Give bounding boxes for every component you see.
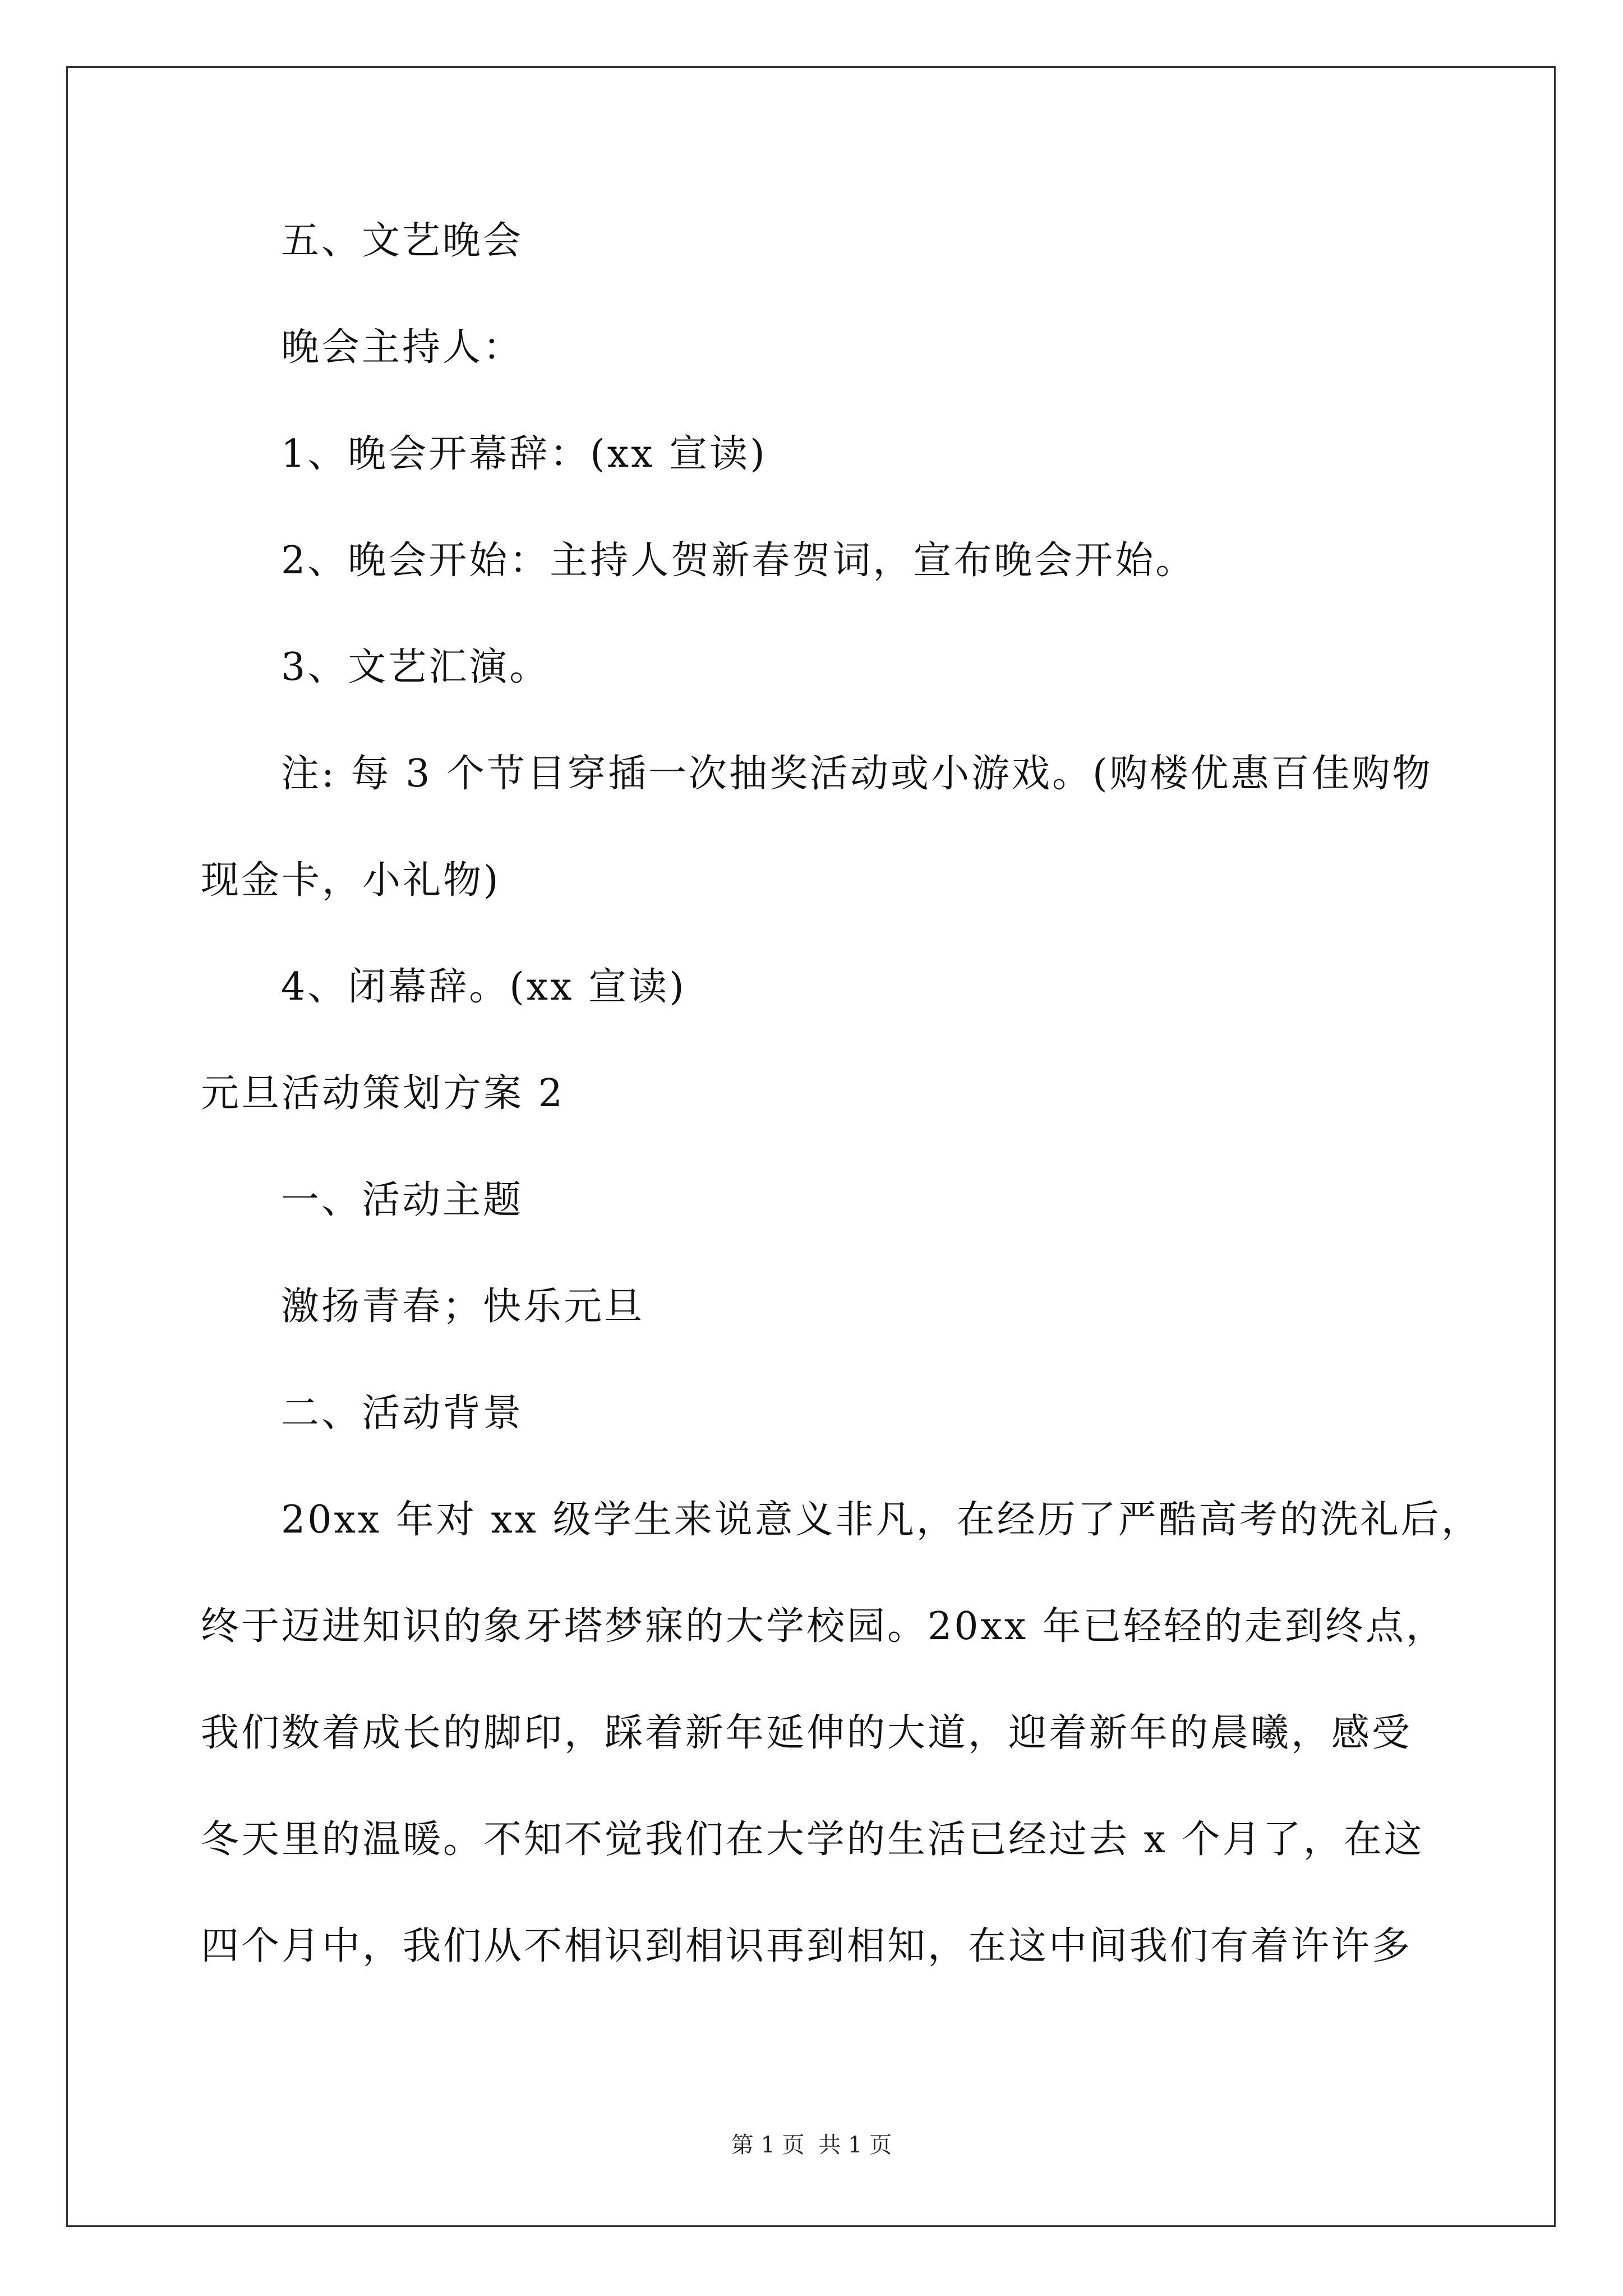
paragraph-line: 激扬青春；快乐元旦 — [281, 1285, 645, 1329]
paragraph-line: 我们数着成长的脚印，踩着新年延伸的大道，迎着新年的晨曦，感受 — [201, 1711, 1413, 1755]
section-heading-evening-party: 五、文艺晚会 — [281, 219, 524, 263]
paragraph-line: 四个月中，我们从不相识到相识再到相知，在这中间我们有着许许多 — [201, 1924, 1413, 1968]
list-item: 3、文艺汇演。 — [281, 645, 550, 689]
paragraph-line: 20xx 年对 xx 级学生来说意义非凡，在经历了严酷高考的洗礼后， — [281, 1498, 1482, 1542]
section-heading-theme: 一、活动主题 — [281, 1178, 524, 1222]
page-number: 第 1 页 — [731, 2132, 805, 2158]
note-line-continued: 现金卡，小礼物) — [201, 858, 501, 903]
list-item: 1、晚会开幕辞：(xx 宣读) — [281, 432, 767, 476]
section-heading-background: 二、活动背景 — [281, 1391, 524, 1435]
list-item: 2、晚会开始：主持人贺新春贺词，宣布晚会开始。 — [281, 539, 1196, 583]
list-item: 4、闭幕辞。(xx 宣读) — [281, 965, 686, 1009]
page-border — [66, 66, 1556, 2227]
total-pages: 共 1 页 — [818, 2132, 892, 2158]
paragraph-line: 冬天里的温暖。不知不觉我们在大学的生活已经过去 x 个月了，在这 — [201, 1818, 1424, 1862]
paragraph-line: 终于迈进知识的象牙塔梦寐的大学校园。20xx 年已轻轻的走到终点， — [201, 1604, 1446, 1649]
paragraph-line: 晚会主持人： — [281, 325, 524, 370]
note-line: 注: 每 3 个节目穿插一次抽奖活动或小游戏。(购楼优惠百佳购物 — [281, 752, 1433, 796]
page-footer — [0, 2132, 1623, 2159]
document-section-title: 元旦活动策划方案 2 — [201, 1071, 565, 1116]
